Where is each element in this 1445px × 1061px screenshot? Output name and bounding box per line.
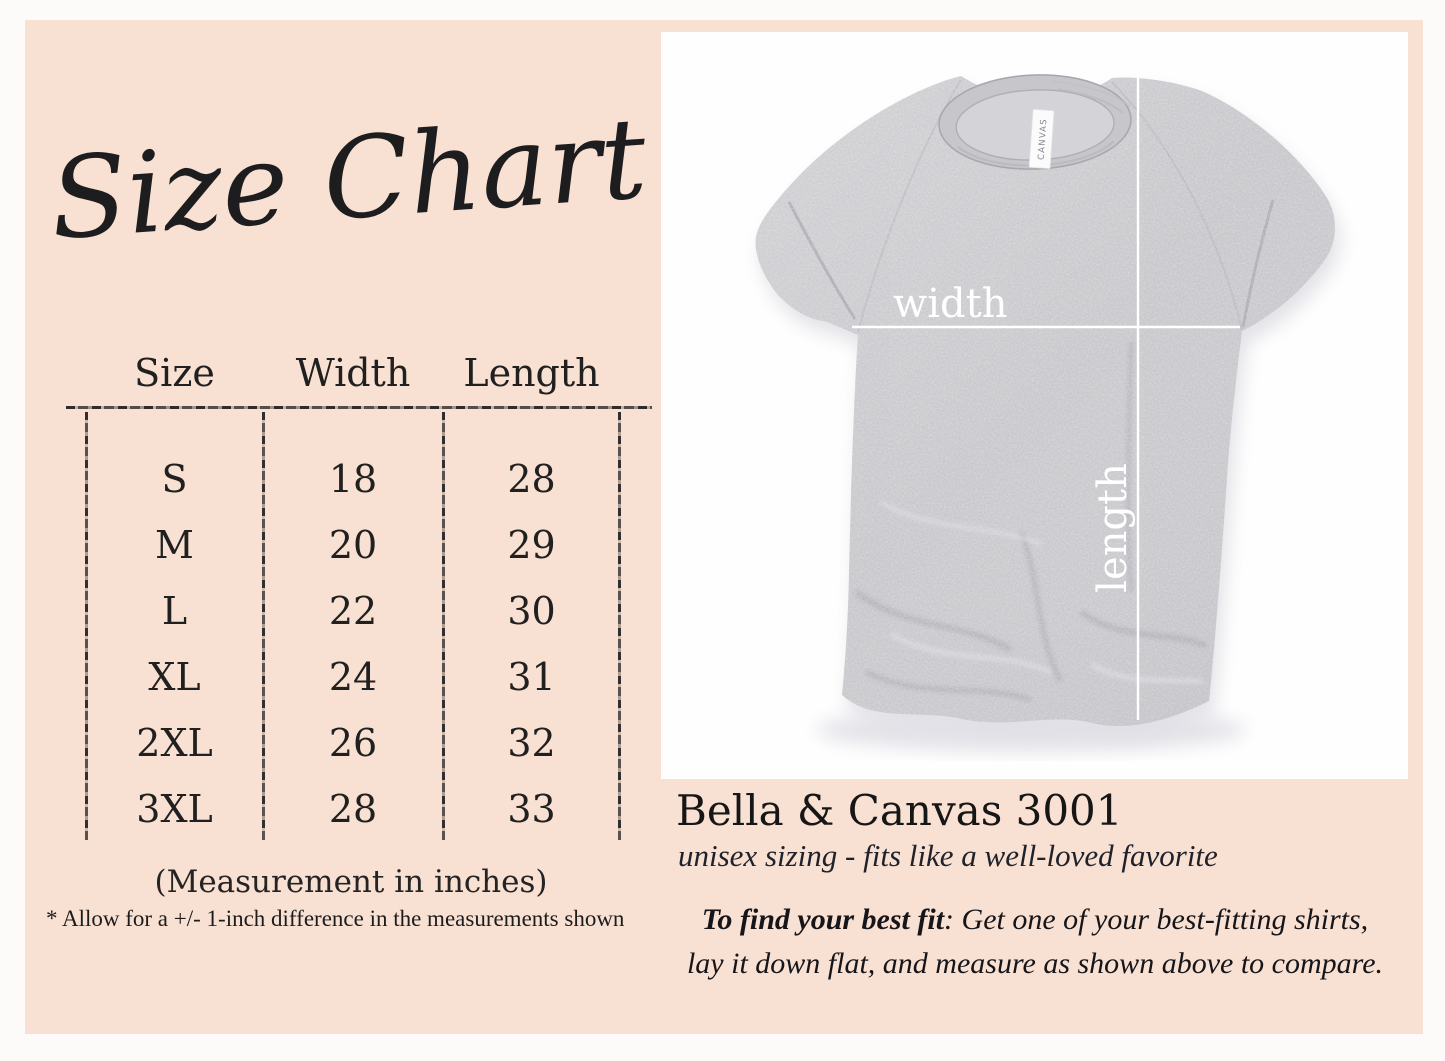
fit-tip-rest: : Get one of your best-fitting shirts,	[944, 903, 1369, 936]
page-title: Size Chart	[46, 93, 651, 266]
fit-tip	[640, 898, 1430, 986]
size-table-body	[86, 412, 620, 842]
neck-tag-text: CANVAS	[1036, 117, 1050, 161]
product-tagline: unisex sizing - fits like a well-loved favorite	[678, 838, 1218, 873]
tshirt-photo	[661, 32, 1408, 779]
cell-length: 29	[507, 523, 556, 567]
col-header-width: Width	[295, 351, 411, 395]
cell-length: 33	[507, 787, 556, 831]
cell-width: 20	[328, 523, 378, 567]
cell-size: S	[161, 457, 188, 501]
tshirt-illustration	[661, 32, 1408, 779]
tolerance-note: * Allow for a +/- 1-inch difference in the measurements shown	[46, 906, 625, 931]
cell-width: 28	[328, 787, 378, 831]
measurement-unit-note: (Measurement in inches)	[154, 864, 548, 900]
cell-width: 26	[328, 721, 378, 765]
cell-size: L	[161, 589, 188, 633]
cell-length: 31	[507, 655, 556, 699]
size-table-header	[86, 348, 620, 398]
cell-width: 18	[328, 457, 378, 501]
width-label: width	[893, 281, 1008, 327]
neck-tag	[1029, 109, 1054, 168]
cell-size: XL	[148, 655, 201, 699]
cell-size: 2XL	[136, 721, 213, 765]
fit-tip-line1	[640, 898, 1430, 942]
cell-width: 24	[328, 655, 378, 699]
cell-length: 32	[507, 721, 556, 765]
cell-size: M	[155, 523, 194, 567]
table-header-rule	[66, 406, 652, 409]
col-header-size: Size	[134, 351, 215, 395]
col-header-length: Length	[463, 351, 600, 395]
length-label: length	[1090, 463, 1136, 593]
fit-tip-bold: To find your best fit	[701, 903, 945, 936]
cell-length: 30	[507, 589, 556, 633]
cell-size: 3XL	[136, 787, 213, 831]
fit-tip-line2: lay it down flat, and measure as shown above to compare.	[686, 947, 1384, 980]
cell-width: 22	[328, 589, 378, 633]
product-name: Bella & Canvas 3001	[676, 786, 1123, 835]
cell-length: 28	[507, 457, 556, 501]
